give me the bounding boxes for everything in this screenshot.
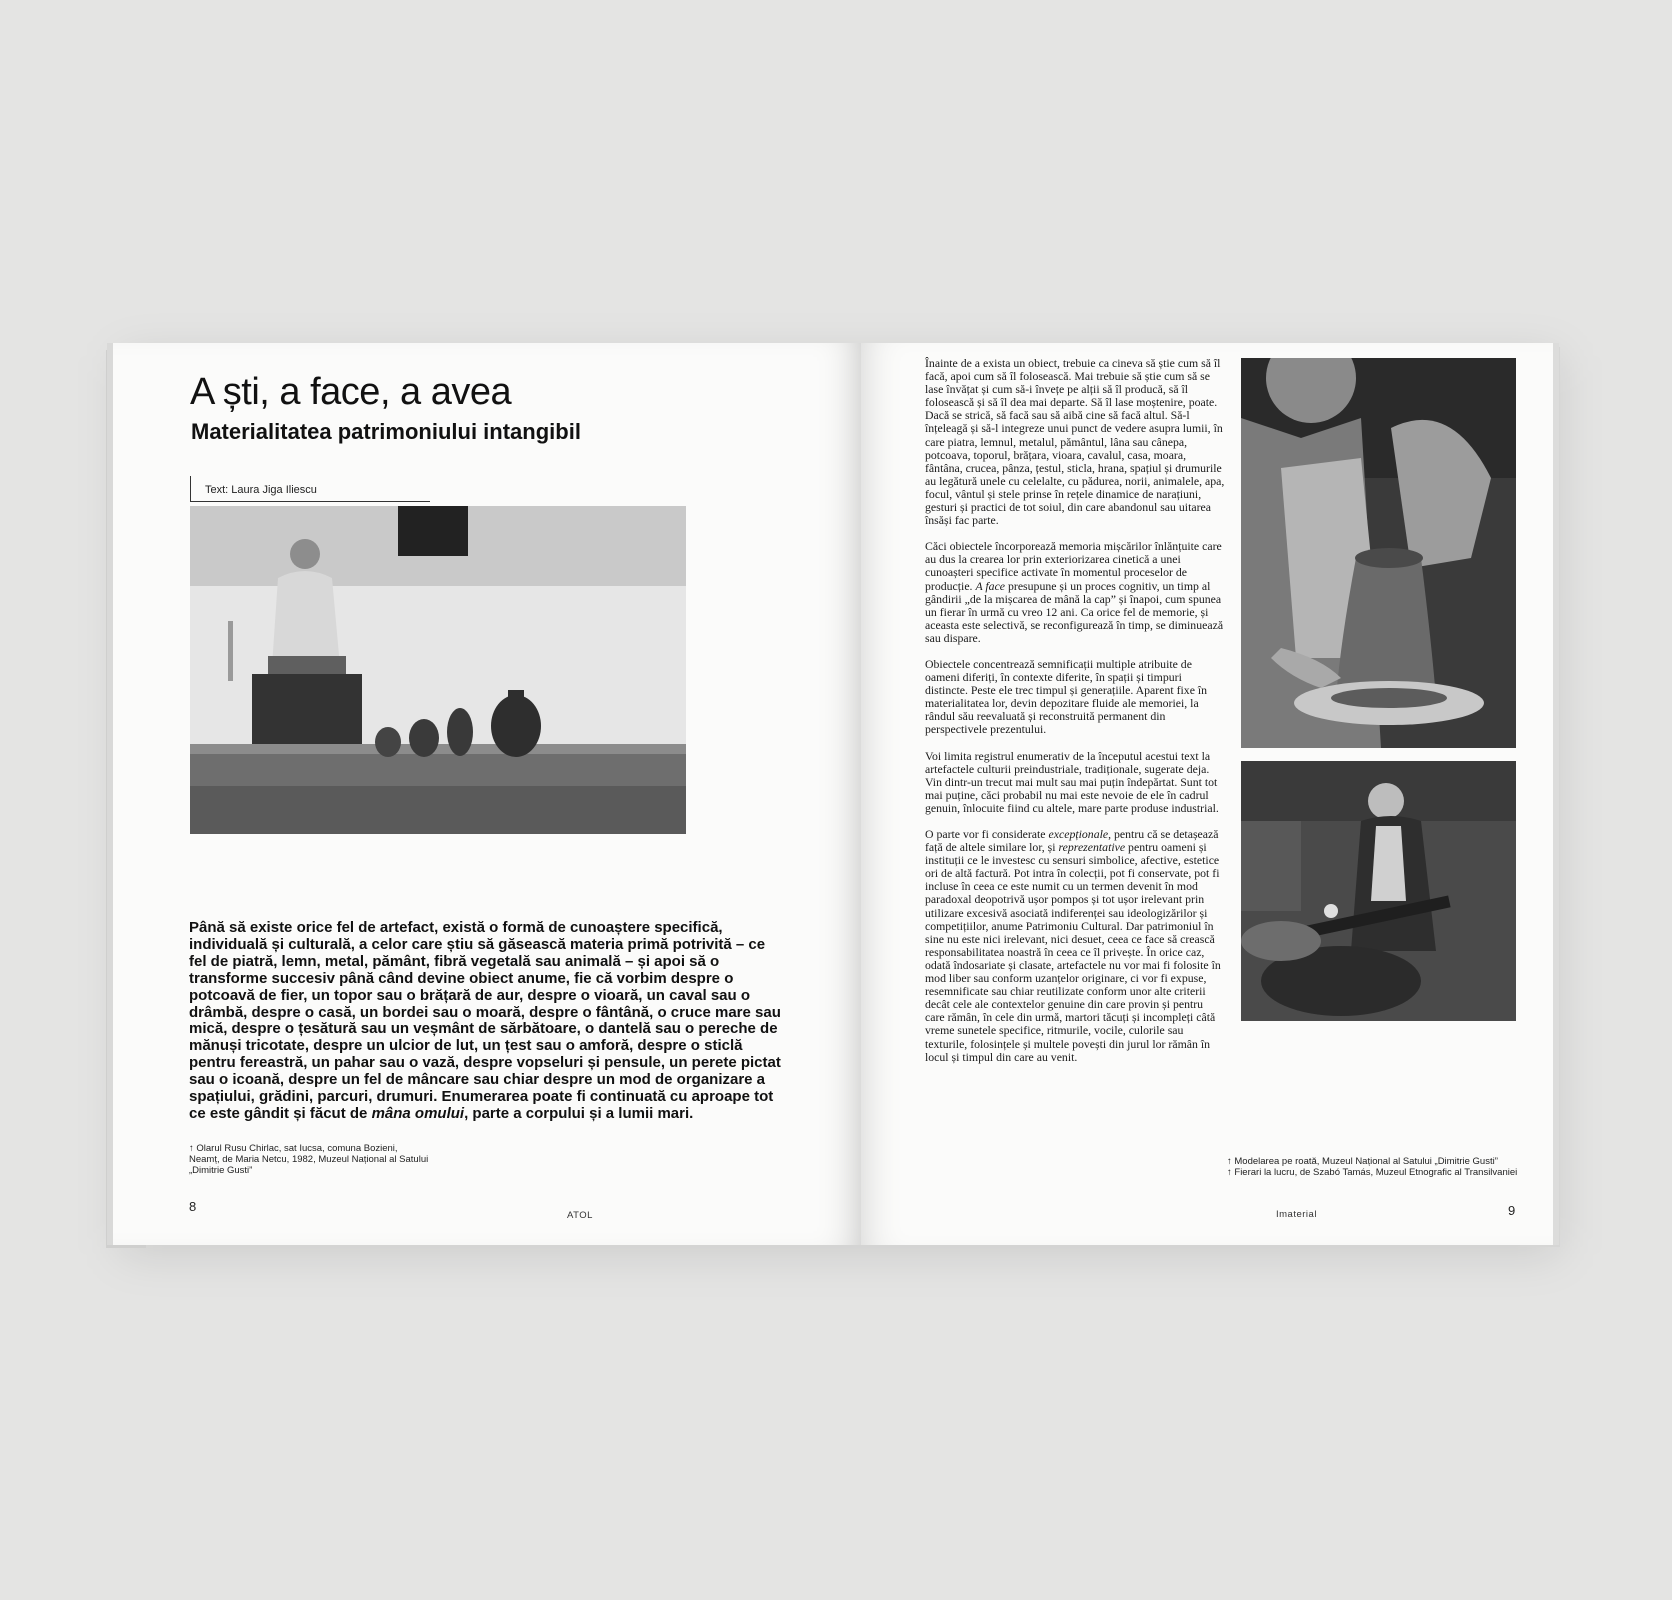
caption-line: ↑ Modelarea pe roată, Muzeul Național al Satului „Dimitrie Gusti” [1227, 1156, 1498, 1167]
body-paragraph-4: Voi limita registrul enumerativ de la începutul acestui text la artefactele culturii preindustriale, tradiționale, sugerate deja. Vin dintr-un trecut mai mult sau mai puțin îndepărtat. Sunt tot mai puține, căci probabil nu mai este nevoie de ele în cadrul genuin, înlocuite fiind cu altele, mare parte produse industrial. [925, 748, 1219, 815]
photo-captions-right [1227, 1156, 1527, 1178]
photo-caption-left [189, 1143, 459, 1176]
right-page [861, 343, 1553, 1245]
body-paragraph-5: O parte vor fi considerate excepționale, pentru că se detașează față de altele similare lor, și reprezentative pentru oameni și instituții ce le investesc cu sensuri simbolice, afective, estetice ori de altă factură. Pot intra în colecții, pot fi conservate, pot fi incluse în ceea ce este numit cu un termen devenit în mod paradoxal deopotrivă ușor pompos și tot ușor irelevant prin utilizare excesivă asociată indiferenței sau ideologizărilor și competițiilor, anume Patrimoniu Cultural. Dar patrimoniul în sine nu este nici irelevant, nici desuet, ceea ce face să crească responsabilitatea noastră în ceea ce îl privește. În orice caz, odată îndosariate și clasate, artefactele nu vor mai fi folosite în mod liber sau conform uzanțelor originare, ci vor fi expuse, resemnificate sau chiar reutilizate conform unor alte criterii decât cele ale contextelor genuine din care provin și pentru care rămân, în cele din urmă, martori tăcuți și incompleți câtă vreme sunetele specifice, ritmurile, vocile, culorile sau texturile, folosințele și multele povești din jurul lor rămân în locul și timpul din care au venit. [925, 827, 1221, 1064]
author-credit: Text: Laura Jiga Iliescu [190, 476, 430, 502]
article-subtitle: Materialitatea patrimoniului intangibil [191, 419, 581, 444]
photo-pottery-wheel [1241, 358, 1516, 748]
body-column [925, 357, 1225, 1077]
running-head-left: ATOL [567, 1210, 593, 1221]
caption-line: ↑ Olarul Rusu Chirlac, sat Iucsa, comuna Bozieni, [189, 1143, 398, 1154]
left-page [113, 343, 861, 1245]
caption-line: ↑ Fierari la lucru, de Szabó Tamás, Muzeul Etnografic al Transilvaniei [1227, 1167, 1518, 1178]
lead-paragraph: Până să existe orice fel de artefact, există o formă de cunoaștere specifică, individuală și culturală, a celor care știu să găsească materia primă potrivită – ce fel de piatră, lemn, metal, pământ, fibră vegetală sau animală – și apoi să o transforme succesiv până când devine obiect anume, fie că vorbim despre o potcoavă de fier, un topor sau o brățară de aur, despre o vioară, un caval sau o drâmbă, despre o casă, un bordei sau o moară, despre o fântână, o cruce mare sau mică, despre o țesătură sau un veșmânt de sărbătoare, o dantelă sau o pereche de mănuși tricotate, despre un ulcior de lut, un țest sau o amforă, despre o sticlă pentru fereastră, un pahar sau o vază, despre vopseluri și pensule, un perete pictat sau o icoană, despre un fel de mâncare sau chiar despre un mod de organizare a spațiului, grădini, parcuri, drumuri. Enumerarea poate fi continuată cu aproape tot ce este gândit și făcut de mâna omului, parte a corpului și a lumii mari. [189, 919, 781, 1122]
caption-line: Neamț, de Maria Netcu, 1982, Muzeul Național al Satului [189, 1154, 429, 1165]
page-number-right: 9 [1508, 1203, 1516, 1218]
body-paragraph-2: Căci obiectele încorporează memoria mișcărilor înlănțuite care au dus la crearea lor prin exteriorizarea cinetică a unei cunoașteri specifice activate în momentul proceselor de producție. A face presupune și un proces cognitiv, un timp al gândirii „de la mișcarea de mână la cap” și înapoi, cum spunea un fierar în urmă cu vreo 12 ani. Ca orice fel de memorie, și aceasta este selectivă, se reconfigurează în timp, se diminuează sau dispare. [925, 539, 1224, 645]
page-number-left: 8 [189, 1199, 197, 1214]
running-head-right: Imaterial [1276, 1209, 1317, 1220]
photo-blacksmiths [1241, 761, 1516, 1021]
photo-potter-with-pots [190, 506, 686, 834]
body-paragraph-1: Înainte de a exista un obiect, trebuie ca cineva să știe cum să îl facă, apoi cum să îl folosească. Mai trebuie să știe cum să se lase învățat și cum să-i învețe pe alții să îl producă, să îl folosească și să îl dea mai departe. Să îl lase moștenire, poate. Dacă se strică, să facă sau să aibă cine să facă altul. Să-l înțeleagă și să-l integreze unui punct de vedere asupra lumii, în care piatra, lemnul, metalul, pământul, lâna sau cânepa, potcoava, toporul, brățara, vioara, cavalul, casa, moara, fântâna, crucea, pânza, țestul, sticla, hrana, spațiul și drumurile au legătură unele cu celelalte, cu pădurea, norii, animalele, apa, focul, vântul și stele prinse în rețele dinamice de narațiuni, gesturi și practici de tot soiul, din care abandonul sau uitarea însăși fac parte. [925, 356, 1225, 528]
body-paragraph-3: Obiectele concentrează semnificații multiple atribuite de oameni diferiți, în contexte diferite, în spații și timpuri distincte. Peste ele trec timpul și generațiile. Aparent fixe în materialitatea lor, devin depozitare fluide ale memoriei, la rândul său reevaluată și reconstruită permanent din perspectivele prezentului. [925, 656, 1208, 737]
caption-line: „Dimitrie Gusti” [189, 1165, 253, 1176]
article-title: A ști, a face, a avea [190, 371, 512, 413]
